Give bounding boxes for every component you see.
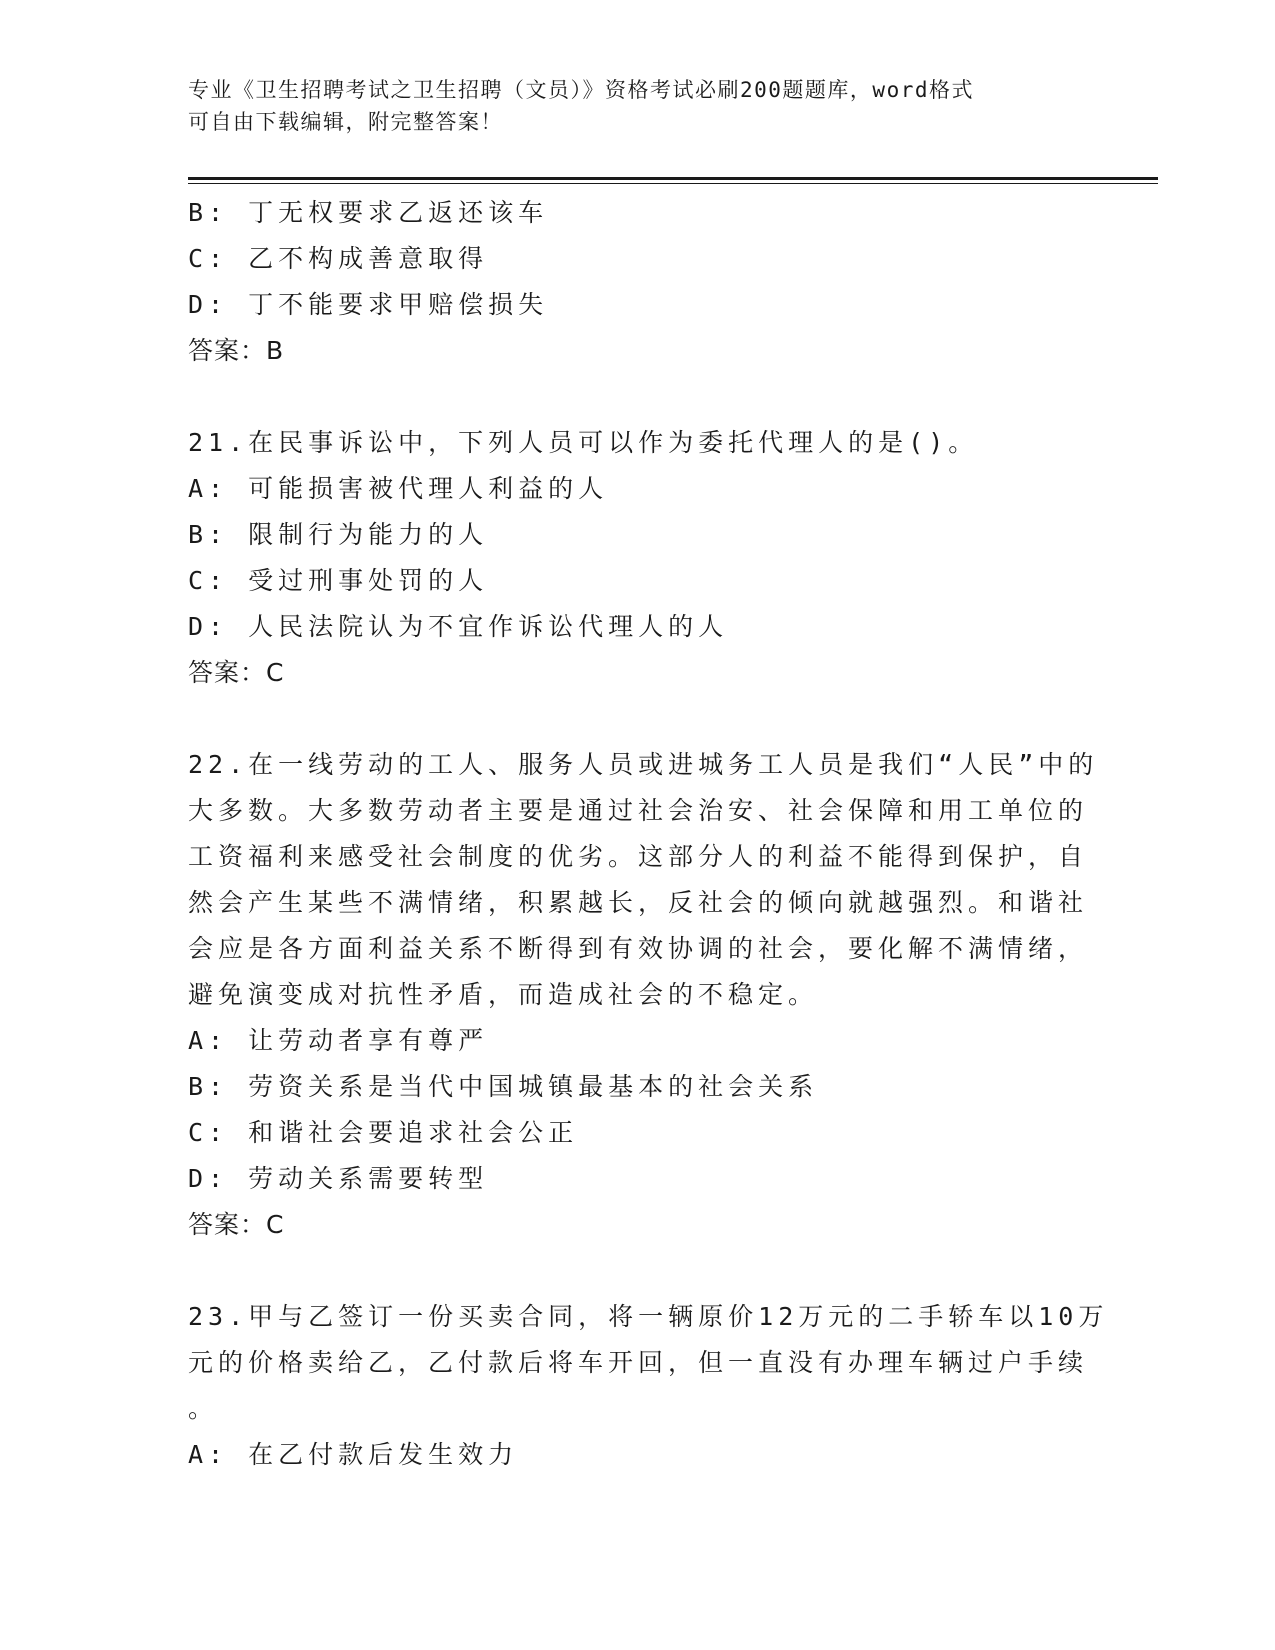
question-21 bbox=[188, 420, 1088, 696]
question-23 bbox=[188, 1294, 1109, 1478]
stem-line: 会应是各方面利益关系不断得到有效协调的社会，要化解不满情绪， bbox=[188, 934, 1089, 963]
stem-line: 大多数。大多数劳动者主要是通过社会治安、社会保障和用工单位的 bbox=[188, 796, 1089, 825]
stem-line: 21.在民事诉讼中，下列人员可以作为委托代理人的是()。 bbox=[188, 428, 979, 457]
question-stem bbox=[188, 420, 1068, 466]
header-divider-thin bbox=[188, 183, 1158, 184]
answer-line: 答案：C bbox=[188, 658, 285, 687]
stem-line: 工资福利来感受社会制度的优劣。这部分人的利益不能得到保护，自 bbox=[188, 842, 1089, 871]
stem-line: 避免演变成对抗性矛盾，而造成社会的不稳定。 bbox=[188, 980, 819, 1009]
question-22 bbox=[188, 742, 1099, 1248]
option-d: D: 人民法院认为不宜作诉讼代理人的人 bbox=[188, 612, 729, 641]
option-b: B: 限制行为能力的人 bbox=[188, 520, 489, 549]
answer-line: 答案：B bbox=[188, 336, 285, 365]
stem-line: 22.在一线劳动的工人、服务人员或进城务工人员是我们“人民”中的 bbox=[188, 750, 1099, 779]
option-b: B: 劳资关系是当代中国城镇最基本的社会关系 bbox=[188, 1072, 819, 1101]
question-20-tail bbox=[188, 190, 1088, 374]
option-a: A: 让劳动者享有尊严 bbox=[188, 1026, 489, 1055]
option-d: D: 丁不能要求甲赔偿损失 bbox=[188, 290, 549, 319]
option-a: A: 在乙付款后发生效力 bbox=[188, 1440, 519, 1469]
option-c: C: 受过刑事处罚的人 bbox=[188, 566, 489, 595]
option-a: A: 可能损害被代理人利益的人 bbox=[188, 474, 609, 503]
document-header bbox=[188, 74, 1088, 138]
question-list bbox=[188, 190, 1109, 1478]
question-stem bbox=[188, 1294, 1109, 1432]
option-c: C: 和谐社会要追求社会公正 bbox=[188, 1118, 579, 1147]
header-line-1: 专业《卫生招聘考试之卫生招聘（文员）》资格考试必刷200题题库，word格式 bbox=[188, 78, 974, 102]
option-c: C: 乙不构成善意取得 bbox=[188, 244, 489, 273]
answer-line: 答案：C bbox=[188, 1210, 285, 1239]
stem-line: 元的价格卖给乙，乙付款后将车开回，但一直没有办理车辆过户手续 bbox=[188, 1348, 1089, 1377]
option-b: B: 丁无权要求乙返还该车 bbox=[188, 198, 549, 227]
stem-line: 23.甲与乙签订一份买卖合同，将一辆原价12万元的二手轿车以10万 bbox=[188, 1302, 1109, 1331]
stem-line: 然会产生某些不满情绪，积累越长，反社会的倾向就越强烈。和谐社 bbox=[188, 888, 1089, 917]
header-line-2: 可自由下载编辑，附完整答案！ bbox=[188, 110, 503, 134]
stem-line: 。 bbox=[188, 1394, 219, 1423]
option-d: D: 劳动关系需要转型 bbox=[188, 1164, 489, 1193]
header-divider-thick bbox=[188, 177, 1158, 180]
question-stem bbox=[188, 742, 1099, 1018]
